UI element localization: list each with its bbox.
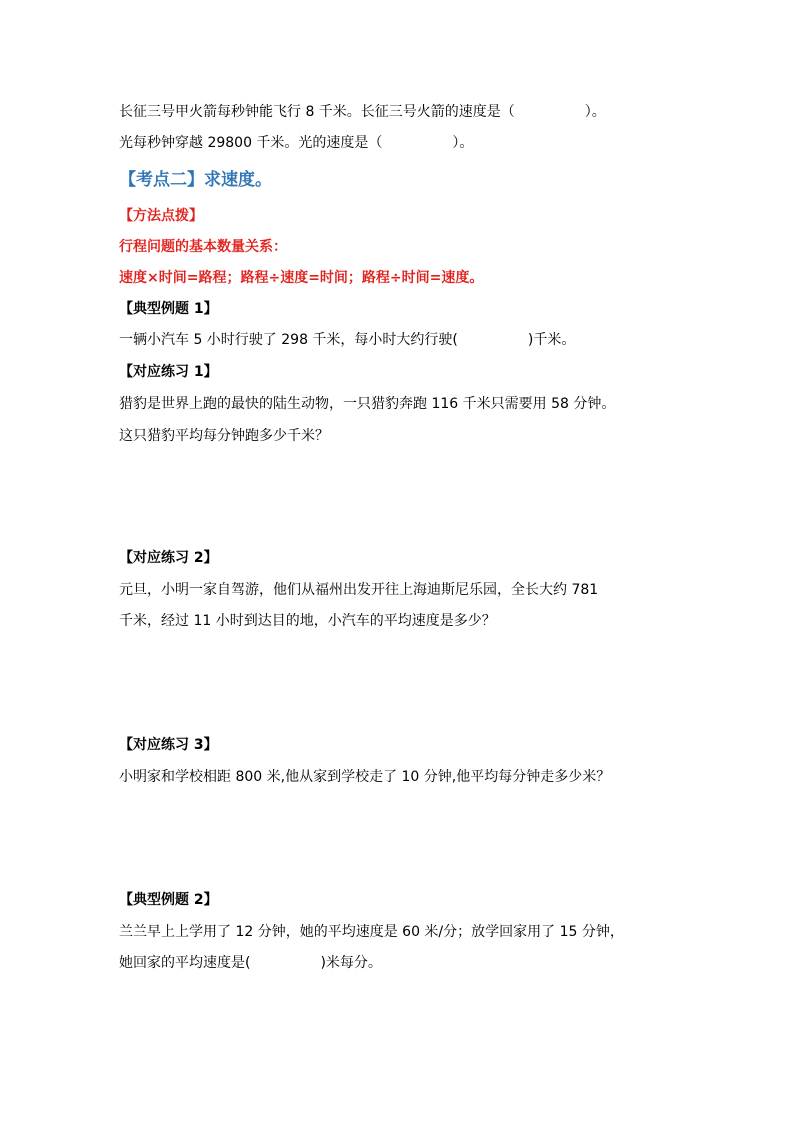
method-line-2: 速度×时间=路程；路程÷速度=时间；路程÷时间=速度。: [119, 270, 484, 286]
practice2-heading: 【对应练习 2】: [119, 550, 218, 566]
practice1-heading: 【对应练习 1】: [119, 364, 218, 380]
example1-heading: 【典型例题 1】: [119, 301, 218, 317]
example2-line-1: 兰兰早上上学用了 12 分钟，她的平均速度是 60 米/分；放学回家用了 15 分钟，: [119, 924, 624, 940]
light-problem: 光每秒钟穿越 29800 千米。光的速度是（ ）。: [119, 135, 474, 151]
practice3-heading: 【对应练习 3】: [119, 737, 218, 753]
practice1-line-2: 这只猎豹平均每分钟跑多少千米？: [119, 428, 329, 444]
method-heading: 【方法点拨】: [119, 208, 203, 224]
practice2-line-1: 元旦，小明一家自驾游，他们从福州出发开往上海迪斯尼乐园，全长大约 781: [119, 582, 599, 598]
example2-heading: 【典型例题 2】: [119, 892, 218, 908]
example1-text: 一辆小汽车 5 小时行驶了 298 千米，每小时大约行驶( )千米。: [119, 332, 576, 348]
practice2-line-2: 千米，经过 11 小时到达目的地，小汽车的平均速度是多少？: [119, 613, 496, 629]
practice1-line-1: 猎豹是世界上跑的最快的陆生动物，一只猎豹奔跑 116 千米只需要用 58 分钟。: [119, 396, 616, 412]
section-title: 【考点二】求速度。: [119, 170, 272, 190]
rocket-problem: 长征三号甲火箭每秒钟能飞行 8 千米。长征三号火箭的速度是（ ）。: [119, 104, 606, 120]
practice3-line-1: 小明家和学校相距 800 米,他从家到学校走了 10 分钟,他平均每分钟走多少米？: [119, 769, 611, 785]
example2-line-2: 她回家的平均速度是( )米每分。: [119, 955, 382, 971]
method-line-1: 行程问题的基本数量关系：: [119, 239, 287, 255]
